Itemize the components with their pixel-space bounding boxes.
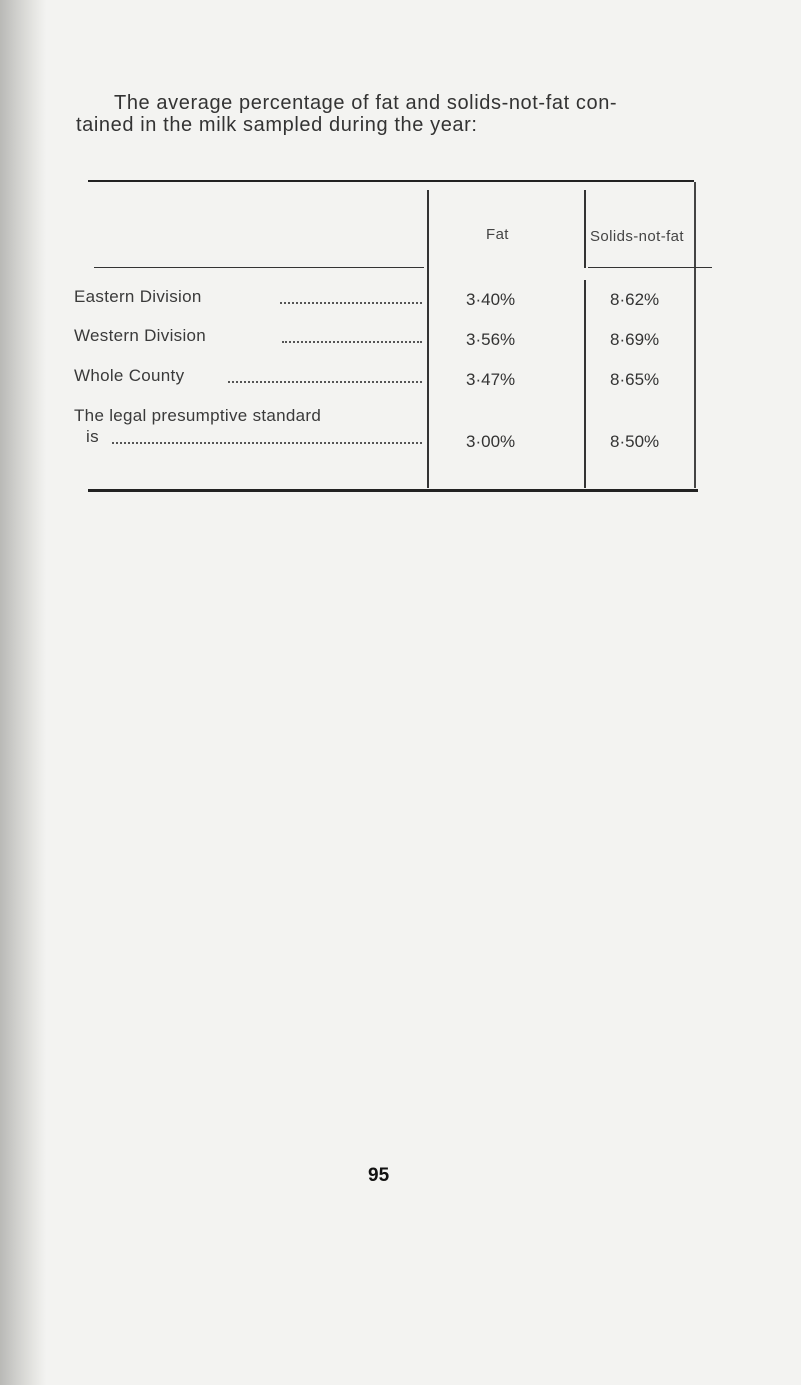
- snf-value-eastern: 8·62%: [610, 290, 660, 309]
- row-label-eastern-division: Eastern Division: [74, 287, 202, 306]
- fat-value-western: 3·56%: [466, 330, 516, 349]
- page-binding-shadow: [0, 0, 46, 1385]
- milk-composition-table: [74, 180, 694, 492]
- leader-dots: [228, 367, 422, 383]
- fat-value-eastern: 3·40%: [466, 290, 516, 309]
- intro-line-2: tained in the milk sampled during the year:: [76, 114, 478, 136]
- page-number: 95: [368, 1165, 390, 1186]
- row-label-legal-standard-line-1: The legal presumptive standard: [74, 406, 322, 425]
- column-separator-header-1: [427, 190, 429, 268]
- leader-dots: [280, 288, 422, 304]
- snf-value-western: 8·69%: [610, 330, 660, 349]
- snf-value-legal-standard: 8·50%: [610, 432, 660, 451]
- table-bottom-rule: [88, 489, 698, 492]
- column-separator-body-1: [427, 268, 429, 488]
- intro-line-1: The average percentage of fat and solids-not-fat con-: [114, 92, 618, 114]
- table-top-rule: [88, 180, 694, 182]
- column-separator-body-2: [584, 280, 586, 488]
- header-underline-snf: [588, 267, 712, 268]
- snf-value-whole-county: 8·65%: [610, 370, 660, 389]
- row-label-whole-county: Whole County: [74, 366, 185, 385]
- leader-dots: [282, 327, 422, 343]
- fat-value-whole-county: 3·47%: [466, 370, 516, 389]
- column-header-fat: Fat: [486, 226, 509, 243]
- column-separator-header-2: [584, 190, 586, 268]
- row-label-western-division: Western Division: [74, 326, 207, 345]
- column-header-solids-not-fat: Solids-not-fat: [590, 228, 684, 245]
- header-underline-label: [94, 267, 424, 268]
- fat-value-legal-standard: 3·00%: [466, 432, 516, 451]
- table-right-rule: [694, 182, 696, 488]
- intro-paragraph: [76, 92, 776, 136]
- leader-dots: [112, 428, 422, 444]
- row-label-legal-standard-line-2: is: [86, 427, 99, 446]
